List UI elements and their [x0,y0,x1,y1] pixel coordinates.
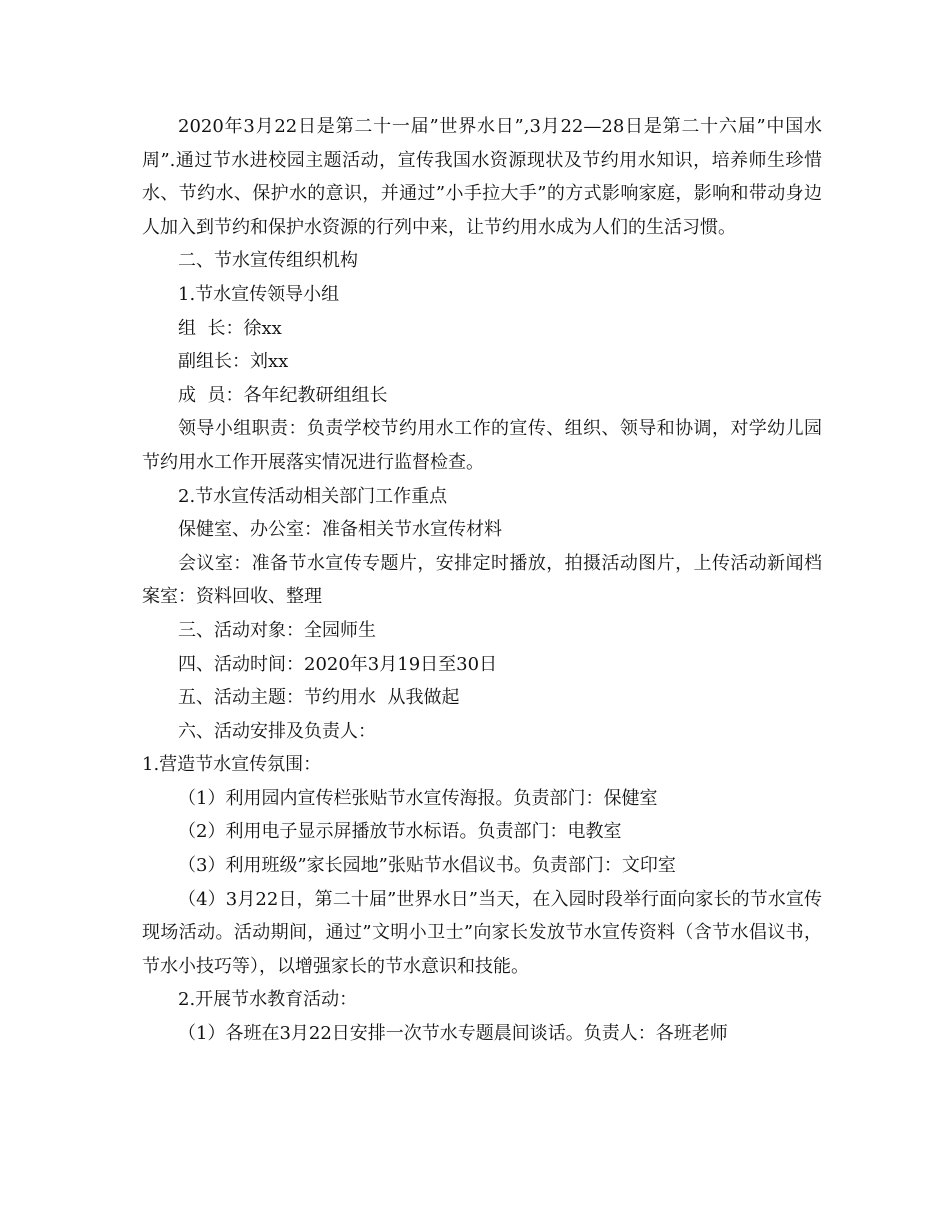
members-line: 成 员：各年纪教研组组长 [178,384,388,406]
clinic-office-line: 保健室、办公室：准备相关节水宣传材料 [178,519,502,541]
subheading-atmosphere: 1.营造节水宣传氛围： [142,754,322,776]
list-item-3: （3）利用班级”家长园地”张贴节水倡议书。负责部门：文印室 [178,855,676,877]
section-heading-audience: 三、活动对象：全园师生 [178,619,376,641]
meeting-room-paragraph: 会议室：准备节水宣传专题片，安排定时播放，拍摄活动图片，上传活动新闻档案室：资料回收、整理 [142,552,822,608]
section-heading-arrangement: 六、活动安排及负责人： [178,720,376,742]
group-leader-line: 组 长：徐xx [178,317,282,339]
education-item-1: （1）各班在3月22日安排一次节水专题晨间谈话。负责人：各班老师 [178,1023,728,1045]
intro-paragraph: 2020年3月22日是第二十一届”世界水日”,3月22—28日是第二十六届”中国水周”.通过节水进校园主题活动，宣传我国水资源现状及节约用水知识，培养师生珍惜水、节约水、保护水的意识，并通过”小手拉大手”的方式影响家庭，影响和带动身边人加入到节约和保护水资源的行列中来，让节约用水成为人们的生活习惯。 [142,116,822,238]
subheading-department-focus: 2.节水宣传活动相关部门工作重点 [178,485,448,507]
list-item-2: （2）利用电子显示屏播放节水标语。负责部门：电教室 [178,821,622,843]
document-body [142,110,822,1051]
section-heading-theme: 五、活动主题：节约用水 从我做起 [178,687,460,709]
list-item-1: （1）利用园内宣传栏张贴节水宣传海报。负责部门：保健室 [178,787,658,809]
section-heading-organization: 二、节水宣传组织机构 [178,250,358,272]
subheading-leadership-group: 1.节水宣传领导小组 [178,283,340,305]
section-heading-time: 四、活动时间：2020年3月19日至30日 [178,653,498,675]
list-item-4: （4）3月22日，第二十届”世界水日”当天，在入园时段举行面向家长的节水宣传现场活动。活动期间，通过”文明小卫士”向家长发放节水宣传资料（含节水倡议书，节水小技巧等），以增强家长的节水意识和技能。 [142,888,822,977]
leadership-duties-paragraph: 领导小组职责：负责学校节约用水工作的宣传、组织、领导和协调，对学幼儿园节约用水工作开展落实情况进行监督检查。 [142,418,822,473]
deputy-leader-line: 副组长：刘xx [178,351,289,373]
subheading-education-activities: 2.开展节水教育活动： [178,989,358,1011]
